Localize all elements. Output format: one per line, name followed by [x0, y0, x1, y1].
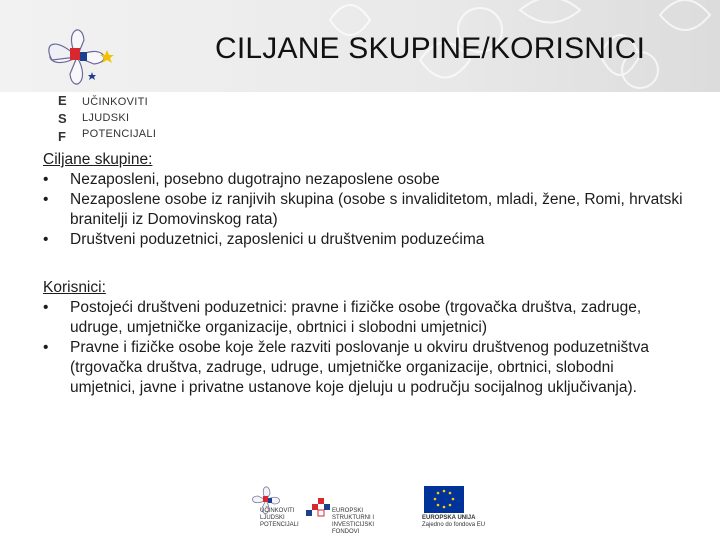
bullet-icon: •	[43, 339, 49, 356]
footer-eu-subtext: Zajedno do fondova EU	[422, 522, 486, 528]
bullet-icon: •	[43, 171, 49, 188]
list-item-text: Društveni poduzetnici, zaposlenici u društvenim poduzećima	[70, 231, 485, 248]
esf-letter-s: S	[58, 111, 67, 126]
list-item	[43, 338, 683, 398]
list-item-text: Nezaposlene osobe iz ranjivih skupina (osobe s invaliditetom, mladi, žene, Romi, hrvatski branitelji iz Domovinskog rata)	[70, 191, 683, 228]
list-item-text: Postojeći društveni poduzetnici: pravne i fizičke osobe (trgovačka društva, zadruge, udruge, umjetničke organizacije, obrtnici i slobodni umjetnici)	[70, 299, 642, 336]
list-item-text: Nezaposleni, posebno dugotrajno nezaposlene osobe	[70, 171, 440, 188]
footer-esf-word-3: POTENCIJALI	[260, 522, 299, 528]
list-item-text: Pravne i fizičke osobe koje žele razviti poslovanje u okviru društvenog poduzetništva (trgovačka društva, zadruge, udruge, umjetničke organizacije, obrtnici, slobodni umjetnici, javne i privatne ustanove koje djeluju u području socijalnog uključivanja).	[70, 339, 649, 396]
bullet-icon: •	[43, 231, 49, 248]
esf-word-2: LJUDSKI	[82, 112, 130, 124]
structural-funds-icon	[306, 498, 330, 516]
list-item	[43, 230, 683, 250]
slide-body	[43, 150, 683, 398]
beneficiaries-heading: Korisnici:	[43, 279, 106, 296]
esf-words	[82, 94, 156, 142]
esf-letter-e: E	[58, 93, 67, 108]
list-item	[43, 298, 683, 338]
esf-letters	[58, 92, 67, 146]
esf-word-3: POTENCIJALI	[82, 128, 157, 140]
footer-eu-text: EUROPSKA UNIJA	[422, 515, 476, 521]
target-groups-list	[43, 170, 683, 250]
footer-logos	[236, 480, 486, 535]
bullet-icon: •	[43, 191, 49, 208]
footer-esf-word-2: LJUDSKI	[260, 515, 285, 521]
esf-letter-f: F	[58, 129, 66, 144]
footer-esf-word-1: UČINKOVITI	[260, 508, 295, 514]
footer-funds-text: EUROPSKI STRUKTURNI I INVESTICIJSKI FONDOVI	[332, 508, 375, 535]
eu-flag-icon	[424, 486, 464, 513]
list-item	[43, 170, 683, 190]
pinwheel-icon	[22, 12, 132, 102]
list-item	[43, 190, 683, 230]
slide-title: CILJANE SKUPINE/KORISNICI	[215, 32, 646, 65]
target-groups-heading: Ciljane skupine:	[43, 151, 153, 168]
footer-esf-words	[260, 508, 299, 529]
beneficiaries-list	[43, 298, 683, 398]
esf-word-1: UČINKOVITI	[82, 96, 148, 108]
bullet-icon: •	[43, 299, 49, 316]
